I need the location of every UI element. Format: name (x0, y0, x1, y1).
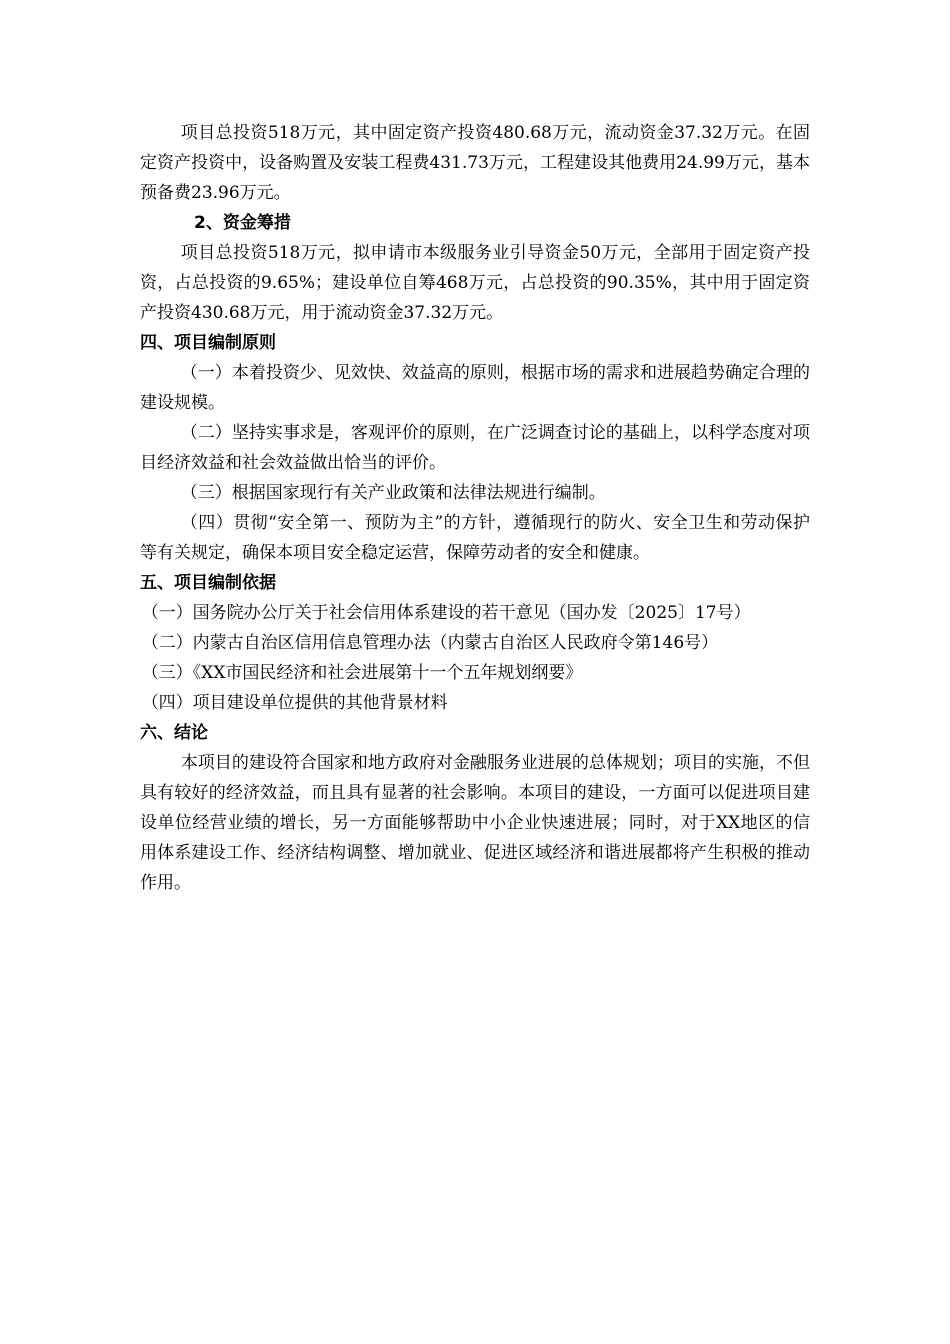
section6-heading: 六、结论 (140, 723, 208, 743)
principle-item-4: （四）贯彻“安全第一、预防为主”的方针，遵循现行的防火、安全卫生和劳动保护等有关规定，确保本项目安全稳定运营，保障劳动者的安全和健康。 (140, 513, 810, 563)
funding-heading: 2、资金筹措 (194, 213, 291, 233)
funding-paragraph: 项目总投资518万元，拟申请市本级服务业引导资金50万元，全部用于固定资产投资，占总投资的9.65%；建设单位自筹468万元，占总投资的90.35%，其中用于固定资产投资430.68万元，用于流动资金37.32万元。 (140, 243, 810, 323)
section4-heading: 四、项目编制原则 (140, 333, 276, 353)
document-content (140, 118, 810, 898)
basis-item-1: （一）国务院办公厅关于社会信用体系建设的若干意见（国办发〔2025〕17号） (141, 603, 751, 623)
principle-item-3: （三）根据国家现行有关产业政策和法律法规进行编制。 (180, 483, 606, 503)
conclusion-paragraph: 本项目的建设符合国家和地方政府对金融服务业进展的总体规划；项目的实施，不但具有较好的经济效益，而且具有显著的社会影响。本项目的建设，一方面可以促进项目建设单位经营业绩的增长，另一方面能够帮助中小企业快速进展；同时，对于XX地区的信用体系建设工作、经济结构调整、增加就业、促进区域经济和谐进展都将产生积极的推动作用。 (140, 753, 810, 893)
basis-item-3: （三）《XX市国民经济和社会进展第十一个五年规划纲要》 (141, 663, 583, 683)
basis-item-4: （四）项目建设单位提供的其他背景材料 (141, 693, 448, 713)
basis-item-2: （二）内蒙古自治区信用信息管理办法（内蒙古自治区人民政府令第146号） (141, 633, 719, 653)
section5-heading: 五、项目编制依据 (140, 573, 276, 593)
principle-item-2: （二）坚持实事求是，客观评价的原则，在广泛调查讨论的基础上，以科学态度对项目经济效益和社会效益做出恰当的评价。 (140, 423, 810, 473)
principle-item-1: （一）本着投资少、见效快、效益高的原则，根据市场的需求和进展趋势确定合理的建设规模。 (140, 363, 810, 413)
investment-total-paragraph: 项目总投资518万元，其中固定资产投资480.68万元，流动资金37.32万元。在固定资产投资中，设备购置及安装工程费431.73万元，工程建设其他费用24.99万元，基本预备费23.96万元。 (140, 123, 810, 203)
